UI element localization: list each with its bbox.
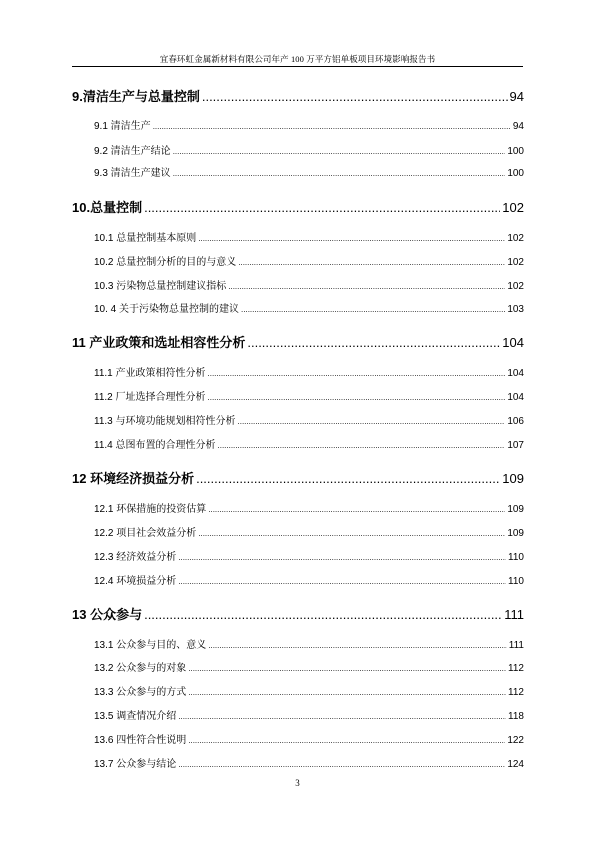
toc-entry-page: 100 bbox=[507, 146, 524, 157]
toc-chapter-entry[interactable] bbox=[72, 468, 524, 487]
toc-entry-page: 109 bbox=[507, 504, 524, 515]
toc-section-entry[interactable] bbox=[72, 500, 524, 515]
toc-section-entry[interactable] bbox=[72, 707, 524, 722]
toc-dot-leader bbox=[198, 234, 505, 243]
toc-entry-page: 109 bbox=[507, 528, 524, 539]
toc-dot-leader bbox=[178, 577, 506, 586]
toc-dot-leader bbox=[144, 200, 500, 215]
toc-section-entry[interactable] bbox=[72, 436, 524, 451]
toc-dot-leader bbox=[178, 712, 506, 721]
toc-dot-leader bbox=[208, 393, 506, 402]
toc-entry-title: 9.3 清洁生产建议 bbox=[94, 168, 171, 179]
toc-entry-title: 10.2 总量控制分析的目的与意义 bbox=[94, 257, 237, 268]
toc-entry-title: 11.3 与环境功能规划相符性分析 bbox=[94, 416, 236, 427]
toc-entry-title: 11.4 总图布置的合理性分析 bbox=[94, 440, 216, 451]
toc-dot-leader bbox=[188, 688, 506, 697]
toc-entry-title: 11.2 厂址选择合理性分析 bbox=[94, 392, 206, 403]
toc-entry-page: 102 bbox=[507, 233, 524, 244]
toc-entry-page: 110 bbox=[508, 552, 524, 563]
toc-dot-leader bbox=[208, 641, 507, 650]
toc-entry-title: 13.5 调查情况介绍 bbox=[94, 711, 177, 722]
toc-dot-leader bbox=[247, 335, 500, 350]
toc-entry-title: 12.2 项目社会效益分析 bbox=[94, 528, 197, 539]
toc-dot-leader bbox=[196, 471, 500, 486]
toc-entry-title: 13.7 公众参与结论 bbox=[94, 759, 177, 770]
toc-dot-leader bbox=[238, 417, 506, 426]
toc-section-entry[interactable] bbox=[72, 142, 524, 157]
toc-entry-page: 106 bbox=[507, 416, 524, 427]
toc-entry-page: 109 bbox=[502, 471, 524, 486]
toc-entry-title: 10.3 污染物总量控制建议指标 bbox=[94, 281, 227, 292]
toc-entry-page: 104 bbox=[502, 335, 524, 350]
toc-entry-page: 111 bbox=[504, 607, 524, 622]
toc-dot-leader bbox=[173, 147, 506, 156]
toc-entry-title: 10.总量控制 bbox=[72, 200, 143, 215]
toc-chapter-entry[interactable] bbox=[72, 604, 524, 623]
toc-chapter-entry[interactable] bbox=[72, 86, 524, 105]
page-number: 3 bbox=[295, 778, 300, 788]
toc-section-entry[interactable] bbox=[72, 636, 524, 651]
toc-entry-title: 11 产业政策和选址相容性分析 bbox=[72, 335, 246, 350]
toc-dot-leader bbox=[218, 441, 506, 450]
toc-entry-title: 9.2 清洁生产结论 bbox=[94, 146, 171, 157]
toc-entry-page: 110 bbox=[508, 576, 524, 587]
toc-entry-title: 10.1 总量控制基本原则 bbox=[94, 233, 197, 244]
toc-entry-page: 102 bbox=[507, 257, 524, 268]
toc-section-entry[interactable] bbox=[72, 683, 524, 698]
toc-section-entry[interactable] bbox=[72, 229, 524, 244]
toc-entry-page: 102 bbox=[502, 200, 524, 215]
toc-dot-leader bbox=[228, 282, 505, 291]
toc-entry-title: 12.1 环保措施的投资估算 bbox=[94, 504, 207, 515]
toc-entry-page: 118 bbox=[508, 711, 524, 722]
toc-entry-title: 13.1 公众参与目的、意义 bbox=[94, 640, 207, 651]
toc-section-entry[interactable] bbox=[72, 755, 524, 770]
header-rule bbox=[72, 66, 523, 67]
toc-dot-leader bbox=[144, 607, 502, 622]
toc-dot-leader bbox=[178, 553, 506, 562]
toc-entry-page: 111 bbox=[508, 640, 524, 651]
toc-section-entry[interactable] bbox=[72, 164, 524, 179]
toc-entry-title: 13.3 公众参与的方式 bbox=[94, 687, 187, 698]
toc-entry-page: 107 bbox=[507, 440, 524, 451]
toc-section-entry[interactable] bbox=[72, 364, 524, 379]
toc-entry-page: 103 bbox=[507, 304, 524, 315]
toc-entry-page: 94 bbox=[509, 89, 524, 104]
toc-dot-leader bbox=[238, 258, 505, 267]
toc-entry-title: 13.6 四性符合性说明 bbox=[94, 735, 187, 746]
toc-section-entry[interactable] bbox=[72, 412, 524, 427]
toc-entry-title: 12.3 经济效益分析 bbox=[94, 552, 177, 563]
toc-entry-page: 112 bbox=[508, 687, 524, 698]
toc-dot-leader bbox=[198, 529, 505, 538]
toc-section-entry[interactable] bbox=[72, 731, 524, 746]
toc-entry-page: 102 bbox=[507, 281, 524, 292]
toc-dot-leader bbox=[153, 122, 511, 131]
toc-entry-page: 94 bbox=[512, 121, 524, 132]
toc-entry-title: 12.4 环境损益分析 bbox=[94, 576, 177, 587]
toc-section-entry[interactable] bbox=[72, 524, 524, 539]
toc-dot-leader bbox=[208, 369, 506, 378]
toc-section-entry[interactable] bbox=[72, 117, 524, 132]
toc-entry-title: 13.2 公众参与的对象 bbox=[94, 663, 187, 674]
toc-dot-leader bbox=[188, 664, 506, 673]
toc-chapter-entry[interactable] bbox=[72, 197, 524, 216]
toc-dot-leader bbox=[208, 505, 505, 514]
toc-entry-page: 112 bbox=[508, 663, 524, 674]
toc-section-entry[interactable] bbox=[72, 253, 524, 268]
toc-dot-leader bbox=[241, 305, 505, 314]
toc-entry-page: 100 bbox=[507, 168, 524, 179]
toc-entry-title: 13 公众参与 bbox=[72, 607, 143, 622]
toc-section-entry[interactable] bbox=[72, 659, 524, 674]
toc-entry-title: 9.1 清洁生产 bbox=[94, 121, 151, 132]
toc-section-entry[interactable] bbox=[72, 388, 524, 403]
running-header: 宜春环虹金属新材料有限公司年产 100 万平方铝单板项目环境影响报告书 bbox=[159, 54, 436, 64]
toc-section-entry[interactable] bbox=[72, 548, 524, 563]
toc-entry-page: 104 bbox=[507, 392, 524, 403]
toc-entry-page: 124 bbox=[507, 759, 524, 770]
toc-dot-leader bbox=[188, 736, 505, 745]
toc-chapter-entry[interactable] bbox=[72, 332, 524, 351]
toc-section-entry[interactable] bbox=[72, 300, 524, 315]
toc-entry-title: 11.1 产业政策相符性分析 bbox=[94, 368, 206, 379]
toc-section-entry[interactable] bbox=[72, 572, 524, 587]
toc-entry-title: 9.清洁生产与总量控制 bbox=[72, 89, 200, 104]
toc-entry-title: 12 环境经济损益分析 bbox=[72, 471, 195, 486]
toc-dot-leader bbox=[202, 89, 508, 104]
toc-entry-title: 10. 4 关于污染物总量控制的建议 bbox=[94, 304, 240, 315]
toc-entry-page: 122 bbox=[507, 735, 524, 746]
toc-section-entry[interactable] bbox=[72, 277, 524, 292]
toc-dot-leader bbox=[178, 760, 505, 769]
toc-dot-leader bbox=[173, 169, 506, 178]
toc-entry-page: 104 bbox=[507, 368, 524, 379]
